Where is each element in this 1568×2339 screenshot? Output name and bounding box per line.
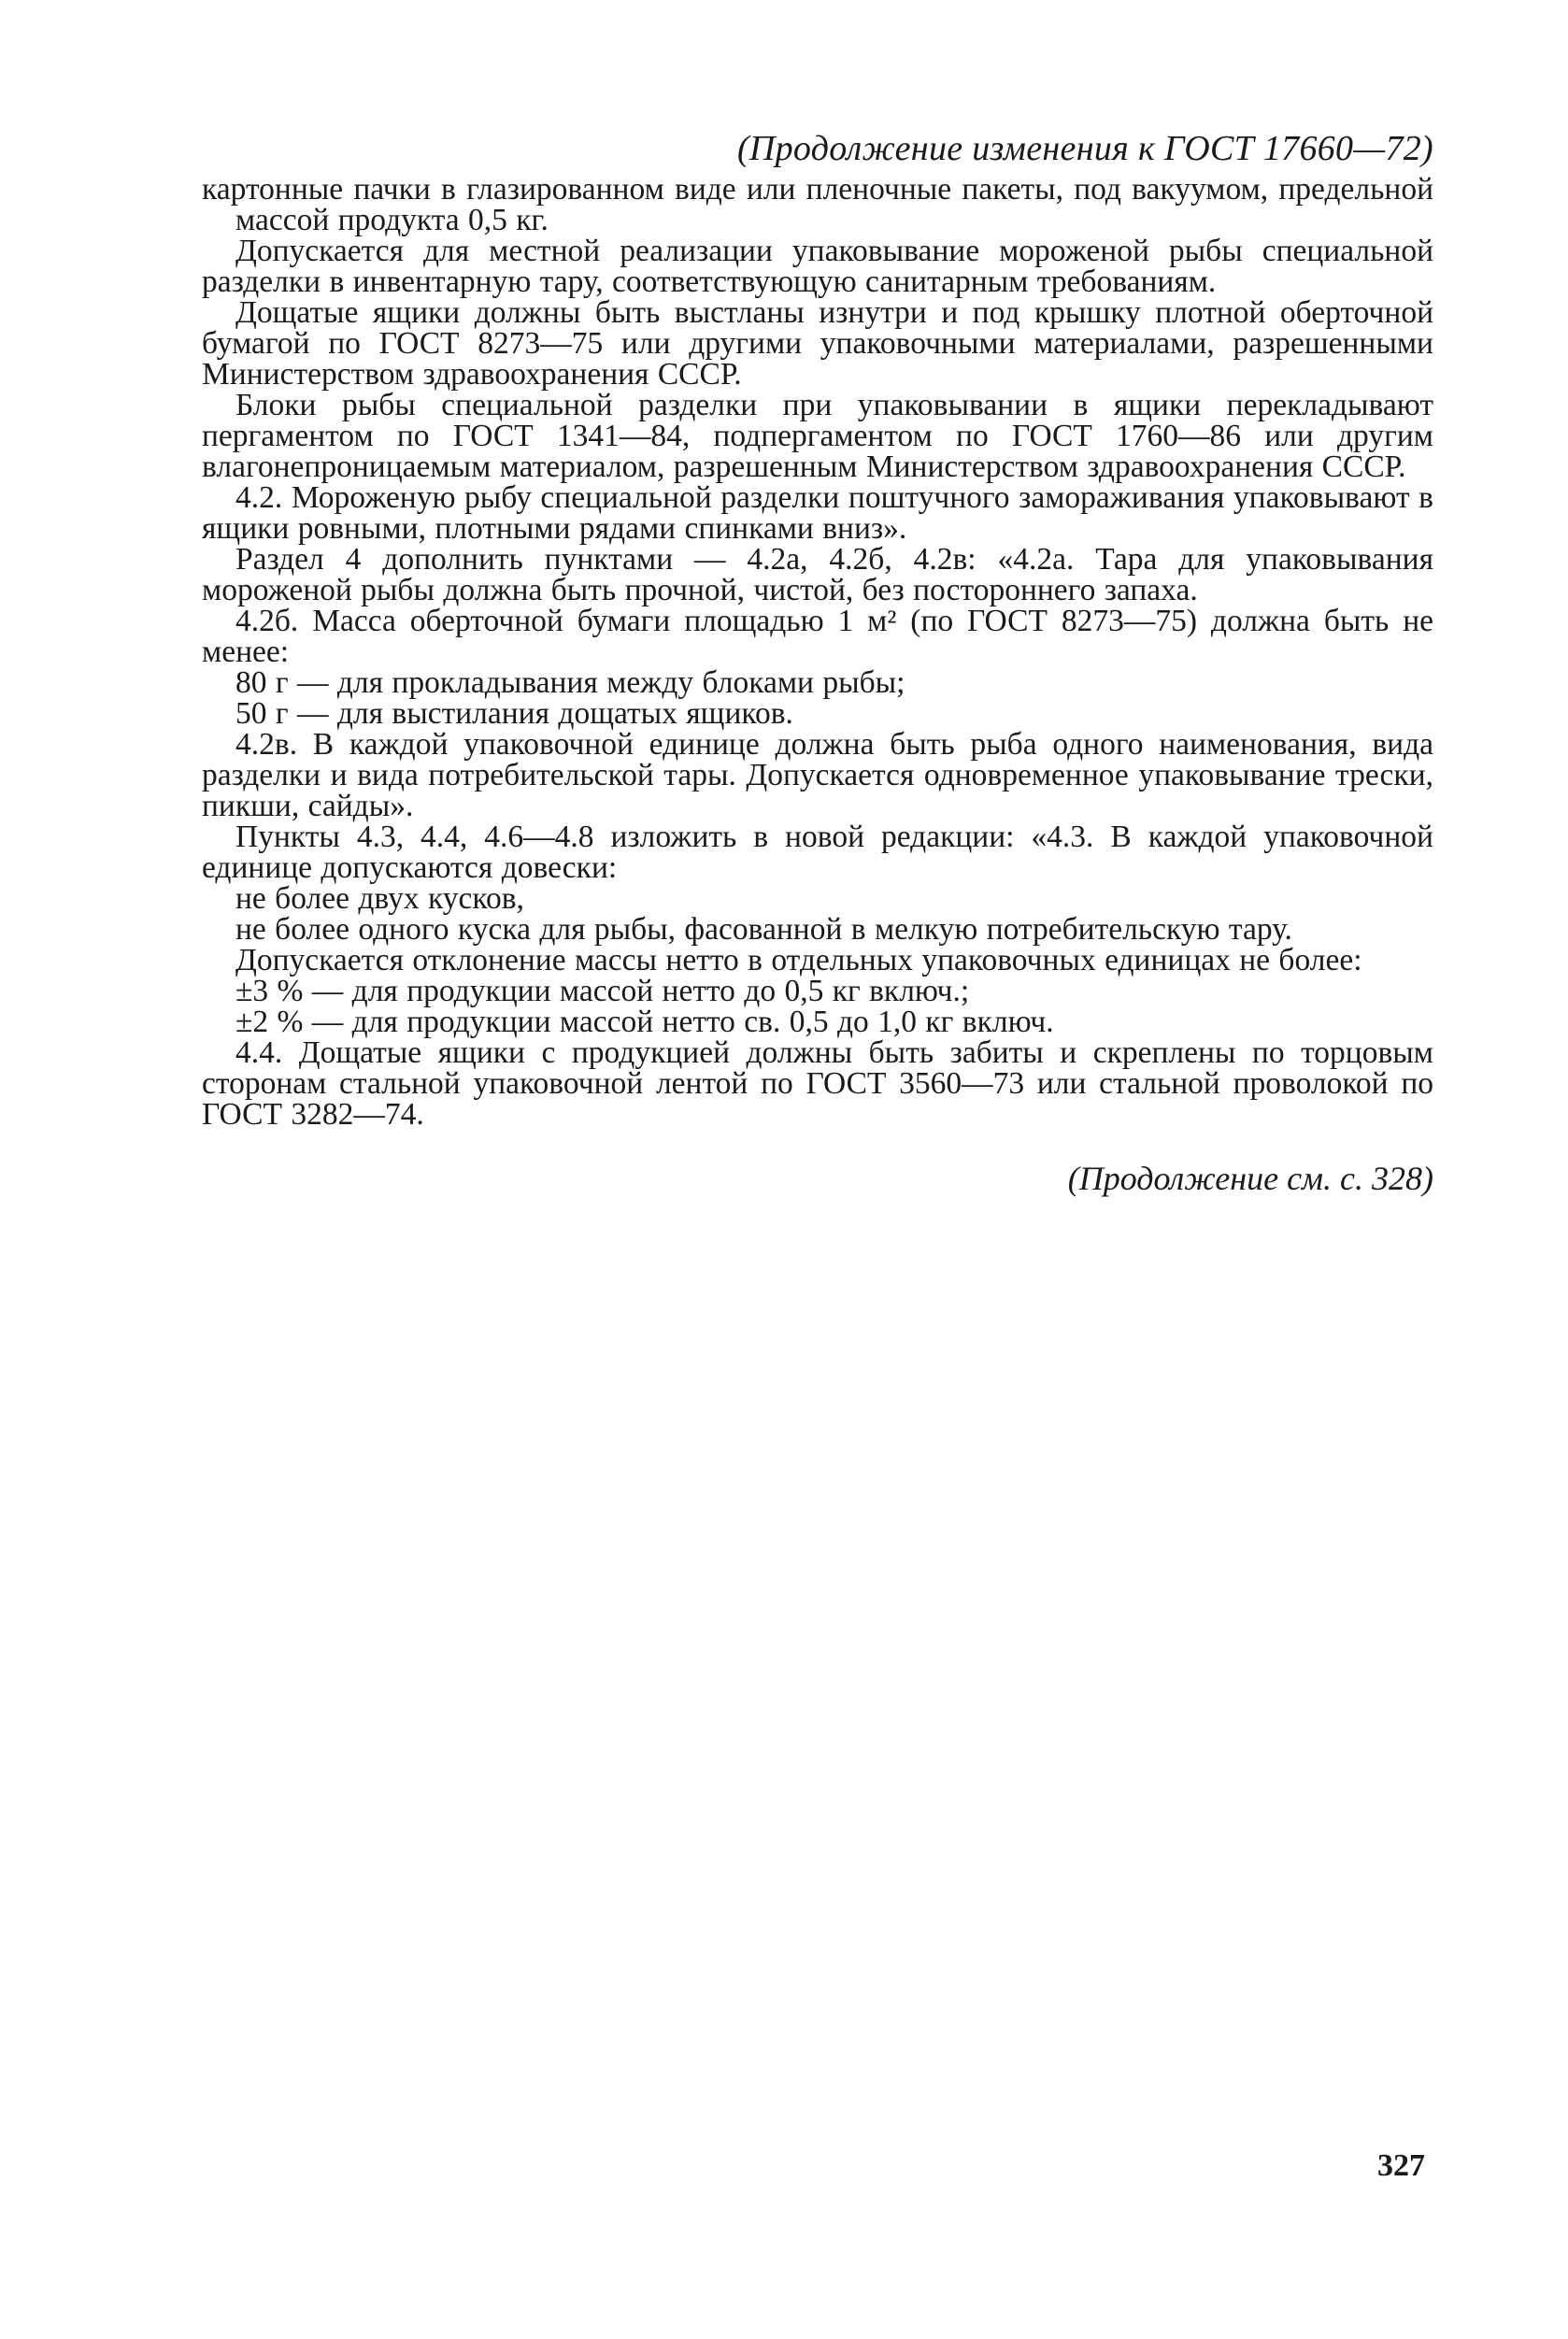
paragraph-continuation: картонные пачки в глазированном виде или пленочные пакеты, под вакуумом, предельной массой продукта 0,5 кг.: [202, 172, 1433, 237]
paragraph: 4.2б. Масса оберточной бумаги площадью 1 м² (по ГОСТ 8273—75) должна быть не менее:: [202, 604, 1433, 669]
paragraph: Допускается для местной реализации упаковывание мороженой рыбы специальной разделки в инвентарную тару, соответствующую санитарным требованиям.: [202, 234, 1433, 299]
paragraph: Пункты 4.3, 4.4, 4.6—4.8 изложить в новой редакции: «4.3. В каждой упаковочной единице допускаются довески:: [202, 820, 1433, 885]
body-text: [202, 174, 1433, 1130]
paragraph: Дощатые ящики должны быть выстланы изнутри и под крышку плотной оберточной бумагой по ГОСТ 8273—75 или другими упаковочными материалами, разрешенными Министерством здравоохранения СССР.: [202, 295, 1433, 392]
list-item: 80 г — для прокладывания между блоками рыбы;: [235, 665, 905, 700]
paragraph: 4.2в. В каждой упаковочной единице должна быть рыба одного наименования, вида разделки и вида потребительской тары. Допускается одновременное упаковывание трески, пикши, сайды».: [202, 727, 1433, 823]
running-header: (Продолжение изменения к ГОСТ 17660—72): [736, 129, 1433, 168]
paragraph: Допускается отклонение массы нетто в отдельных упаковочных единицах не более:: [235, 943, 1362, 977]
paragraph: Блоки рыбы специальной разделки при упаковывании в ящики перекладывают пергаментом по ГОСТ 1341—84, подпергаментом по ГОСТ 1760—86 или другим влагонепроницаемым материалом, разрешенным Министерством здравоохранения СССР.: [202, 388, 1433, 484]
continuation-note: (Продолжение см. с. 328): [1067, 1160, 1433, 1197]
paragraph: Раздел 4 дополнить пунктами — 4.2а, 4.2б, 4.2в: «4.2а. Тара для упаковывания мороженой рыбы должна быть прочной, чистой, без постороннего запаха.: [202, 542, 1433, 607]
list-item: не более одного куска для рыбы, фасованной в мелкую потребительскую тару.: [235, 912, 1292, 947]
list-item: ±3 % — для продукции массой нетто до 0,5 кг включ.;: [235, 974, 970, 1008]
list-item: 50 г — для выстилания дощатых ящиков.: [235, 696, 793, 731]
page-number: 327: [1377, 2148, 1425, 2183]
list-item: не более двух кусков,: [235, 881, 524, 916]
paragraph: 4.2. Мороженую рыбу специальной разделки поштучного замораживания упаковывают в ящики ровными, плотными рядами спинками вниз».: [202, 480, 1433, 546]
list-item: ±2 % — для продукции массой нетто св. 0,5 до 1,0 кг включ.: [235, 1005, 1054, 1039]
paragraph: 4.4. Дощатые ящики с продукцией должны быть забиты и скреплены по торцовым сторонам стальной упаковочной лентой по ГОСТ 3560—73 или стальной проволокой по ГОСТ 3282—74.: [202, 1035, 1433, 1132]
document-page: [202, 127, 1433, 1199]
